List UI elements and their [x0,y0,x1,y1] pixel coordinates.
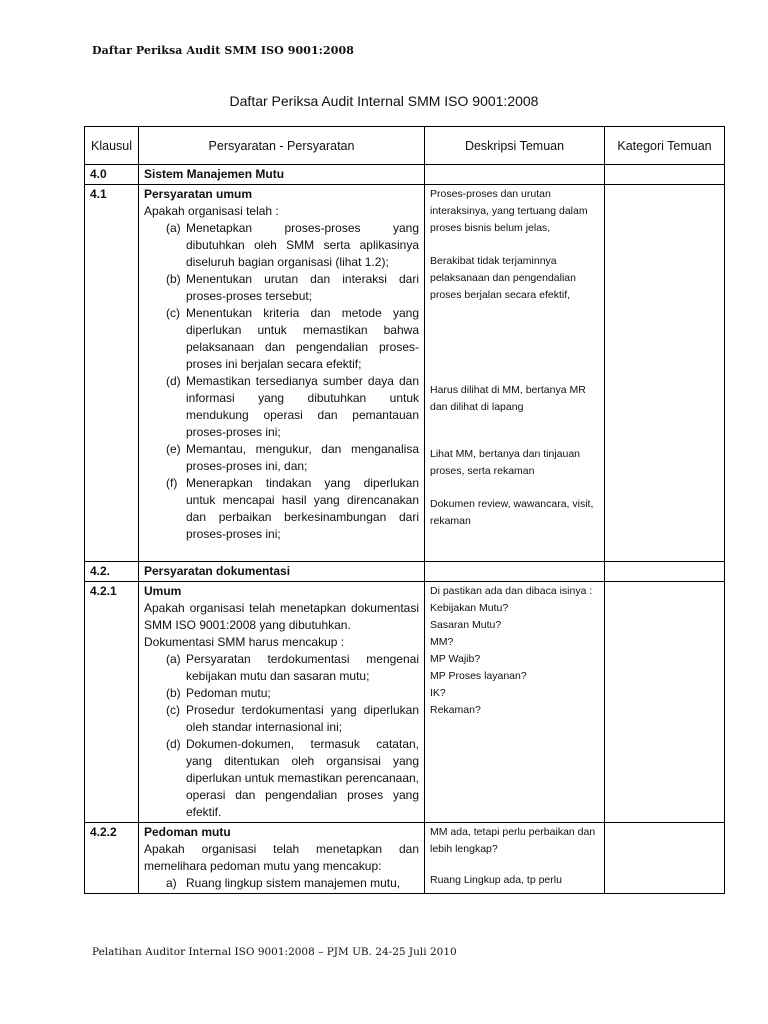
temuan-cell [425,582,605,823]
temuan-note: MP Proses layanan? [430,670,527,682]
temuan-note: Di pastikan ada dan dibaca isinya : [430,585,593,597]
table-row [85,823,725,894]
requirement-intro: Apakah organisasi telah : [144,204,279,218]
requirement-intro: Apakah organisasi telah menetapkan dokumentasi SMM ISO 9001:2008 yang dibutuhkan. [144,601,419,632]
temuan-note: MP Wajib? [430,653,481,665]
list-item: (b) Menentukan urutan dan interaksi dari proses-proses tersebut; [166,272,419,303]
klausul-cell: 4.1 [85,185,139,562]
list-item: (a) Persyaratan terdokumentasi mengenai kebijakan mutu dan sasaran mutu; [166,652,419,683]
requirement-title: Persyaratan umum [144,187,253,201]
kategori-cell [605,562,725,582]
list-item: (e) Memantau, mengukur, dan menganalisa proses-proses ini, dan; [166,442,419,473]
list-item: (c) Prosedur terdokumentasi yang diperlukan oleh standar internasional ini; [166,703,419,734]
requirement-title: Sistem Manajemen Mutu [139,165,425,185]
temuan-cell [425,185,605,562]
header-deskripsi-temuan: Deskripsi Temuan [425,127,605,165]
table-header-row [85,127,725,165]
requirement-cell [139,582,425,823]
temuan-cell [425,562,605,582]
list-item: (d) Memastikan tersedianya sumber daya dan informasi yang dibutuhkan untuk mendukung operasi dan pemantauan proses-proses ini; [166,374,419,439]
temuan-note: Lihat MM, bertanya dan tinjauan proses, serta rekaman [430,448,581,477]
page-header: Daftar Periksa Audit SMM ISO 9001:2008 [92,44,354,57]
temuan-cell [425,165,605,185]
requirement-title: Persyaratan dokumentasi [139,562,425,582]
list-item: a) Ruang lingkup sistem manajemen mutu, [166,876,401,890]
temuan-note: Harus dilihat di MM, bertanya MR dan dilihat di lapang [430,384,586,413]
temuan-note: IK? [430,687,446,699]
temuan-note: Kebijakan Mutu? [430,602,509,614]
kategori-cell [605,582,725,823]
requirement-list [144,651,419,821]
document-title: Daftar Periksa Audit Internal SMM ISO 9001:2008 [229,93,539,109]
temuan-cell [425,823,605,894]
klausul-cell: 4.2.1 [85,582,139,823]
table-row [85,165,725,185]
list-item: (d) Dokumen-dokumen, termasuk catatan, yang ditentukan oleh organsisai yang diperlukan untuk memastikan perencanaan, operasi dan pengendalian proses yang efektif. [166,737,419,819]
temuan-note: Sasaran Mutu? [430,619,502,631]
requirement-list [144,875,419,892]
list-item: (c) Menentukan kriteria dan metode yang diperlukan untuk memastikan bahwa pelaksanaan dan pengendalian proses-proses ini berjalan secara efektif; [166,306,419,371]
audit-checklist-table [84,126,725,894]
requirement-cell [139,185,425,562]
header-persyaratan: Persyaratan - Persyaratan [139,127,425,165]
table-row [85,185,725,562]
list-item: (b) Pedoman mutu; [166,686,271,700]
requirement-title: Umum [144,584,182,598]
klausul-cell: 4.0 [85,165,139,185]
kategori-cell [605,165,725,185]
kategori-cell [605,185,725,562]
header-kategori-temuan: Kategori Temuan [605,127,725,165]
list-item: (a) Menetapkan proses-proses yang dibutuhkan oleh SMM serta aplikasinya diseluruh bagian organisasi (lihat 1.2); [166,221,419,269]
table-row [85,582,725,823]
temuan-note: MM? [430,636,454,648]
klausul-cell: 4.2.2 [85,823,139,894]
requirement-intro-2: Dokumentasi SMM harus mencakup : [144,635,345,649]
requirement-intro: Apakah organisasi telah menetapkan dan memelihara pedoman mutu yang mencakup: [144,842,419,873]
temuan-note: Ruang Lingkup ada, tp perlu [430,874,562,886]
temuan-note: Rekaman? [430,704,481,716]
list-item: (f) Menerapkan tindakan yang diperlukan untuk mencapai hasil yang direncanakan dan perbaikan berkesinambungan dari proses-proses ini; [166,476,419,541]
temuan-note: Dokumen review, wawancara, visit, rekaman [430,498,594,527]
page-footer: Pelatihan Auditor Internal ISO 9001:2008 – PJM UB. 24-25 Juli 2010 [92,946,457,958]
requirement-list [144,220,419,543]
requirement-cell [139,823,425,894]
table-row [85,562,725,582]
header-klausul: Klausul [85,127,139,165]
kategori-cell [605,823,725,894]
temuan-note: MM ada, tetapi perlu perbaikan dan lebih lengkap? [430,826,596,855]
klausul-cell: 4.2. [85,562,139,582]
requirement-title: Pedoman mutu [144,825,231,839]
temuan-note: Berakibat tidak terjaminnya pelaksanaan dan pengendalian proses berjalan secara efektif, [430,255,576,301]
temuan-note: Proses-proses dan urutan interaksinya, yang tertuang dalam proses bisnis belum jelas, [430,188,588,234]
